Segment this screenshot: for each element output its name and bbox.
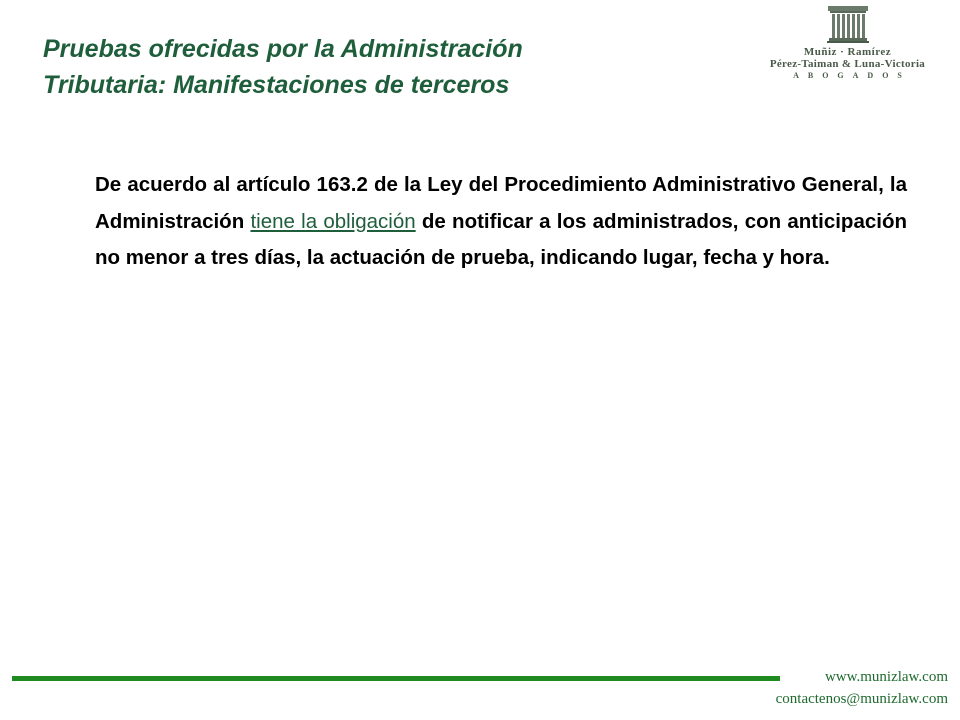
logo-tagline: ABOGADOS: [793, 71, 911, 80]
email-link[interactable]: contactenos@munizlaw.com: [775, 691, 948, 707]
building-columns-icon: [826, 4, 870, 44]
body-underlined-phrase: tiene la obligación: [250, 209, 416, 233]
website-link[interactable]: www.munizlaw.com: [824, 669, 948, 685]
slide-title-line-1: Pruebas ofrecidas por la Administración: [43, 35, 523, 63]
slide-title: [43, 31, 723, 103]
body-text-part-2: de notificar a los administrados, con anticipación no menor a tres días, la actuación de prueba, indicando lugar, fecha y hora.: [95, 209, 907, 269]
footer-divider: [12, 676, 780, 681]
slide-title-line-2: Tributaria: Manifestaciones de terceros: [43, 71, 510, 99]
logo-firm-name-line-1: Muñiz · Ramírez: [803, 46, 892, 58]
firm-logo: [760, 4, 935, 82]
footer-contact: [728, 666, 948, 710]
body-text-part-1: De acuerdo al artículo 163.2 de la Ley del Procedimiento Administrativo General, la Administración: [95, 173, 907, 233]
logo-firm-name-line-2: Pérez-Taiman & Luna-Victoria: [769, 58, 926, 70]
body-paragraph: [95, 167, 907, 277]
